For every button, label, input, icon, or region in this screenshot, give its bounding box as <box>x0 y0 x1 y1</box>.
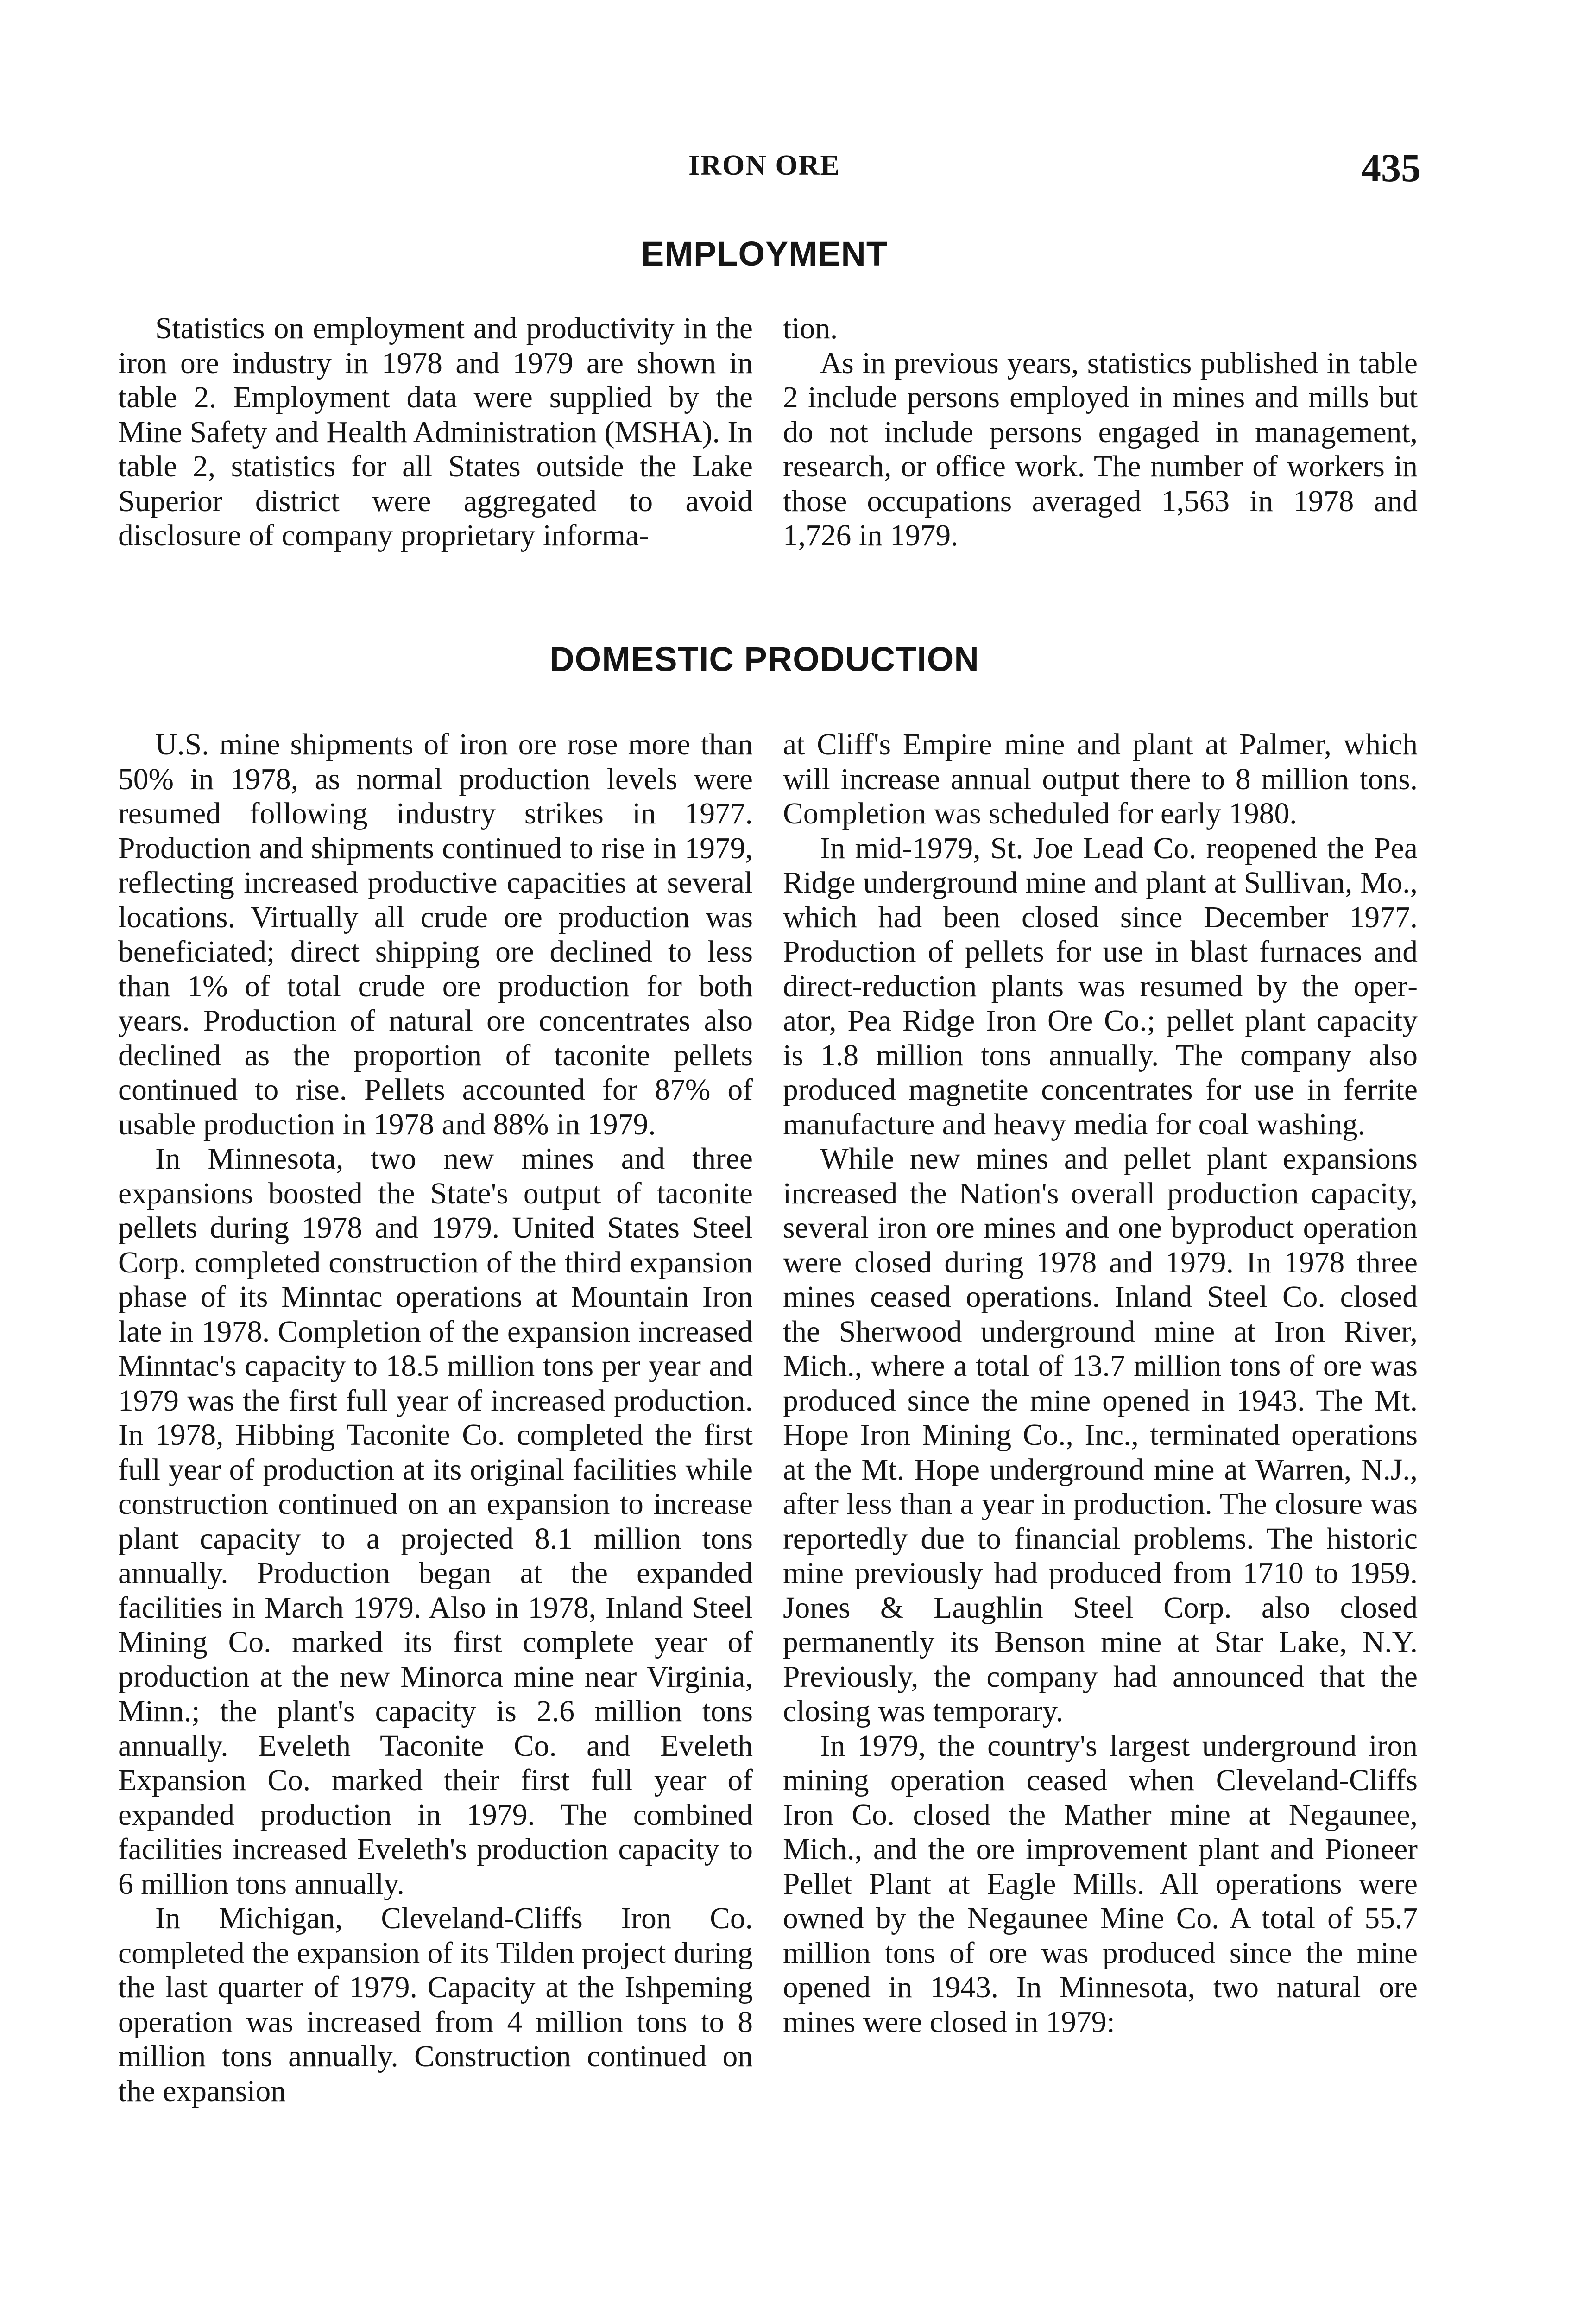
running-head: IRON ORE <box>688 150 840 181</box>
section-heading-domestic-production: DOMESTIC PRODUCTION <box>549 640 979 678</box>
paragraph: In 1979, the country's largest underground iron mining operation ceased when Cleveland-Cliffs Iron Co. closed the Mather mine at Negaunee, Mich., and the ore improvement plant and Pioneer Pellet Plant at Eagle Mills. All operations were owned by the Negaunee Mine Co. A total of 55.7 million tons of ore was produced since the mine opened in 1943. In Minnesota, two natural ore mines were closed in 1979: <box>783 1729 1418 2039</box>
page-number: 435 <box>1361 146 1421 190</box>
employment-left-column <box>118 311 753 553</box>
domestic-right-column <box>783 728 1418 2108</box>
paragraph: In mid-1979, St. Joe Lead Co. reopened the Pea Ridge underground mine and plant at Sullivan, Mo., which had been closed since December 1977. Production of pellets for use in blast furnaces and direct-reduction plants was resumed by the operator, Pea Ridge Iron Ore Co.; pellet plant capacity is 1.8 million tons annually. The company also produced magnetite concentrates for use in ferrite manufacture and heavy media for coal washing. <box>783 831 1418 1141</box>
domestic-left-column <box>118 728 753 2108</box>
paragraph: While new mines and pellet plant expansions increased the Nation's overall production capacity, several iron ore mines and one byproduct operation were closed during 1978 and 1979. In 1978 three mines ceased operations. Inland Steel Co. closed the Sherwood underground mine at Iron River, Mich., where a total of 13.7 million tons of ore was produced since the mine opened in 1943. The Mt. Hope Iron Mining Co., Inc., terminated operations at the Mt. Hope underground mine at Warren, N.J., after less than a year in production. The closure was reportedly due to financial problems. The historic mine previously had produced from 1710 to 1959. Jones & Laughlin Steel Corp. also closed permanently its Benson mine at Star Lake, N.Y. Previously, the company had announced that the closing was temporary. <box>783 1142 1418 1728</box>
paragraph: U.S. mine shipments of iron ore rose more than 50% in 1978, as normal production levels were resumed following industry strikes in 1977. Production and shipments continued to rise in 1979, reflecting increased productive capacities at several locations. Virtually all crude ore production was beneficiated; direct shipping ore declined to less than 1% of total crude ore production for both years. Production of natural ore concentrates also declined as the proportion of taconite pellets continued to rise. Pellets accounted for 87% of usable production in 1978 and 88% in 1979. <box>118 728 753 1141</box>
paragraph: In Minnesota, two new mines and three expansions boosted the State's output of taconite pellets during 1978 and 1979. United States Steel Corp. completed construction of the third expansion phase of its Minntac operations at Mountain Iron late in 1978. Completion of the expansion increased Minntac's capacity to 18.5 million tons per year and 1979 was the first full year of increased production. In 1978, Hibbing Taconite Co. completed the first full year of production at its original facilities while construction continued on an expansion to increase plant capacity to a projected 8.1 million tons annually. Production began at the expanded facilities in March 1979. Also in 1978, Inland Steel Mining Co. marked its first complete year of production at the new Minorca mine near Virginia, Minn.; the plant's capacity is 2.6 million tons annually. Eveleth Taconite Co. and Eveleth Expansion Co. marked their first full year of expanded production in 1979. The combined facilities increased Eveleth's production capacity to 6 million tons annually. <box>118 1142 753 1901</box>
paragraph: Statistics on employment and productivity in the iron ore industry in 1978 and 1979 are shown in table 2. Employment data were supplied by the Mine Safety and Health Administration (MSHA). In table 2, statistics for all States outside the Lake Superior district were aggregated to avoid disclosure of company proprietary informa- <box>118 312 753 552</box>
employment-columns <box>118 311 1418 553</box>
domestic-production-columns <box>118 728 1418 2108</box>
paragraph: As in previous years, statistics published in table 2 include persons employed in mines and mills but do not include persons engaged in management, research, or office work. The number of workers in those occupations averaged 1,563 in 1978 and 1,726 in 1979. <box>783 346 1418 552</box>
paragraph: In Michigan, Cleveland-Cliffs Iron Co. completed the expansion of its Tilden project during the last quarter of 1979. Capacity at the Ishpeming operation was increased from 4 million tons to 8 million tons annually. Construction continued on the expansion <box>118 1902 753 2108</box>
employment-right-column <box>783 311 1418 553</box>
section-heading-employment: EMPLOYMENT <box>641 234 888 273</box>
paragraph-continuation: tion. <box>783 312 838 345</box>
paragraph-continuation: at Cliff's Empire mine and plant at Palmer, which will increase annual output there to 8 million tons. Completion was scheduled for early 1980. <box>783 728 1418 830</box>
